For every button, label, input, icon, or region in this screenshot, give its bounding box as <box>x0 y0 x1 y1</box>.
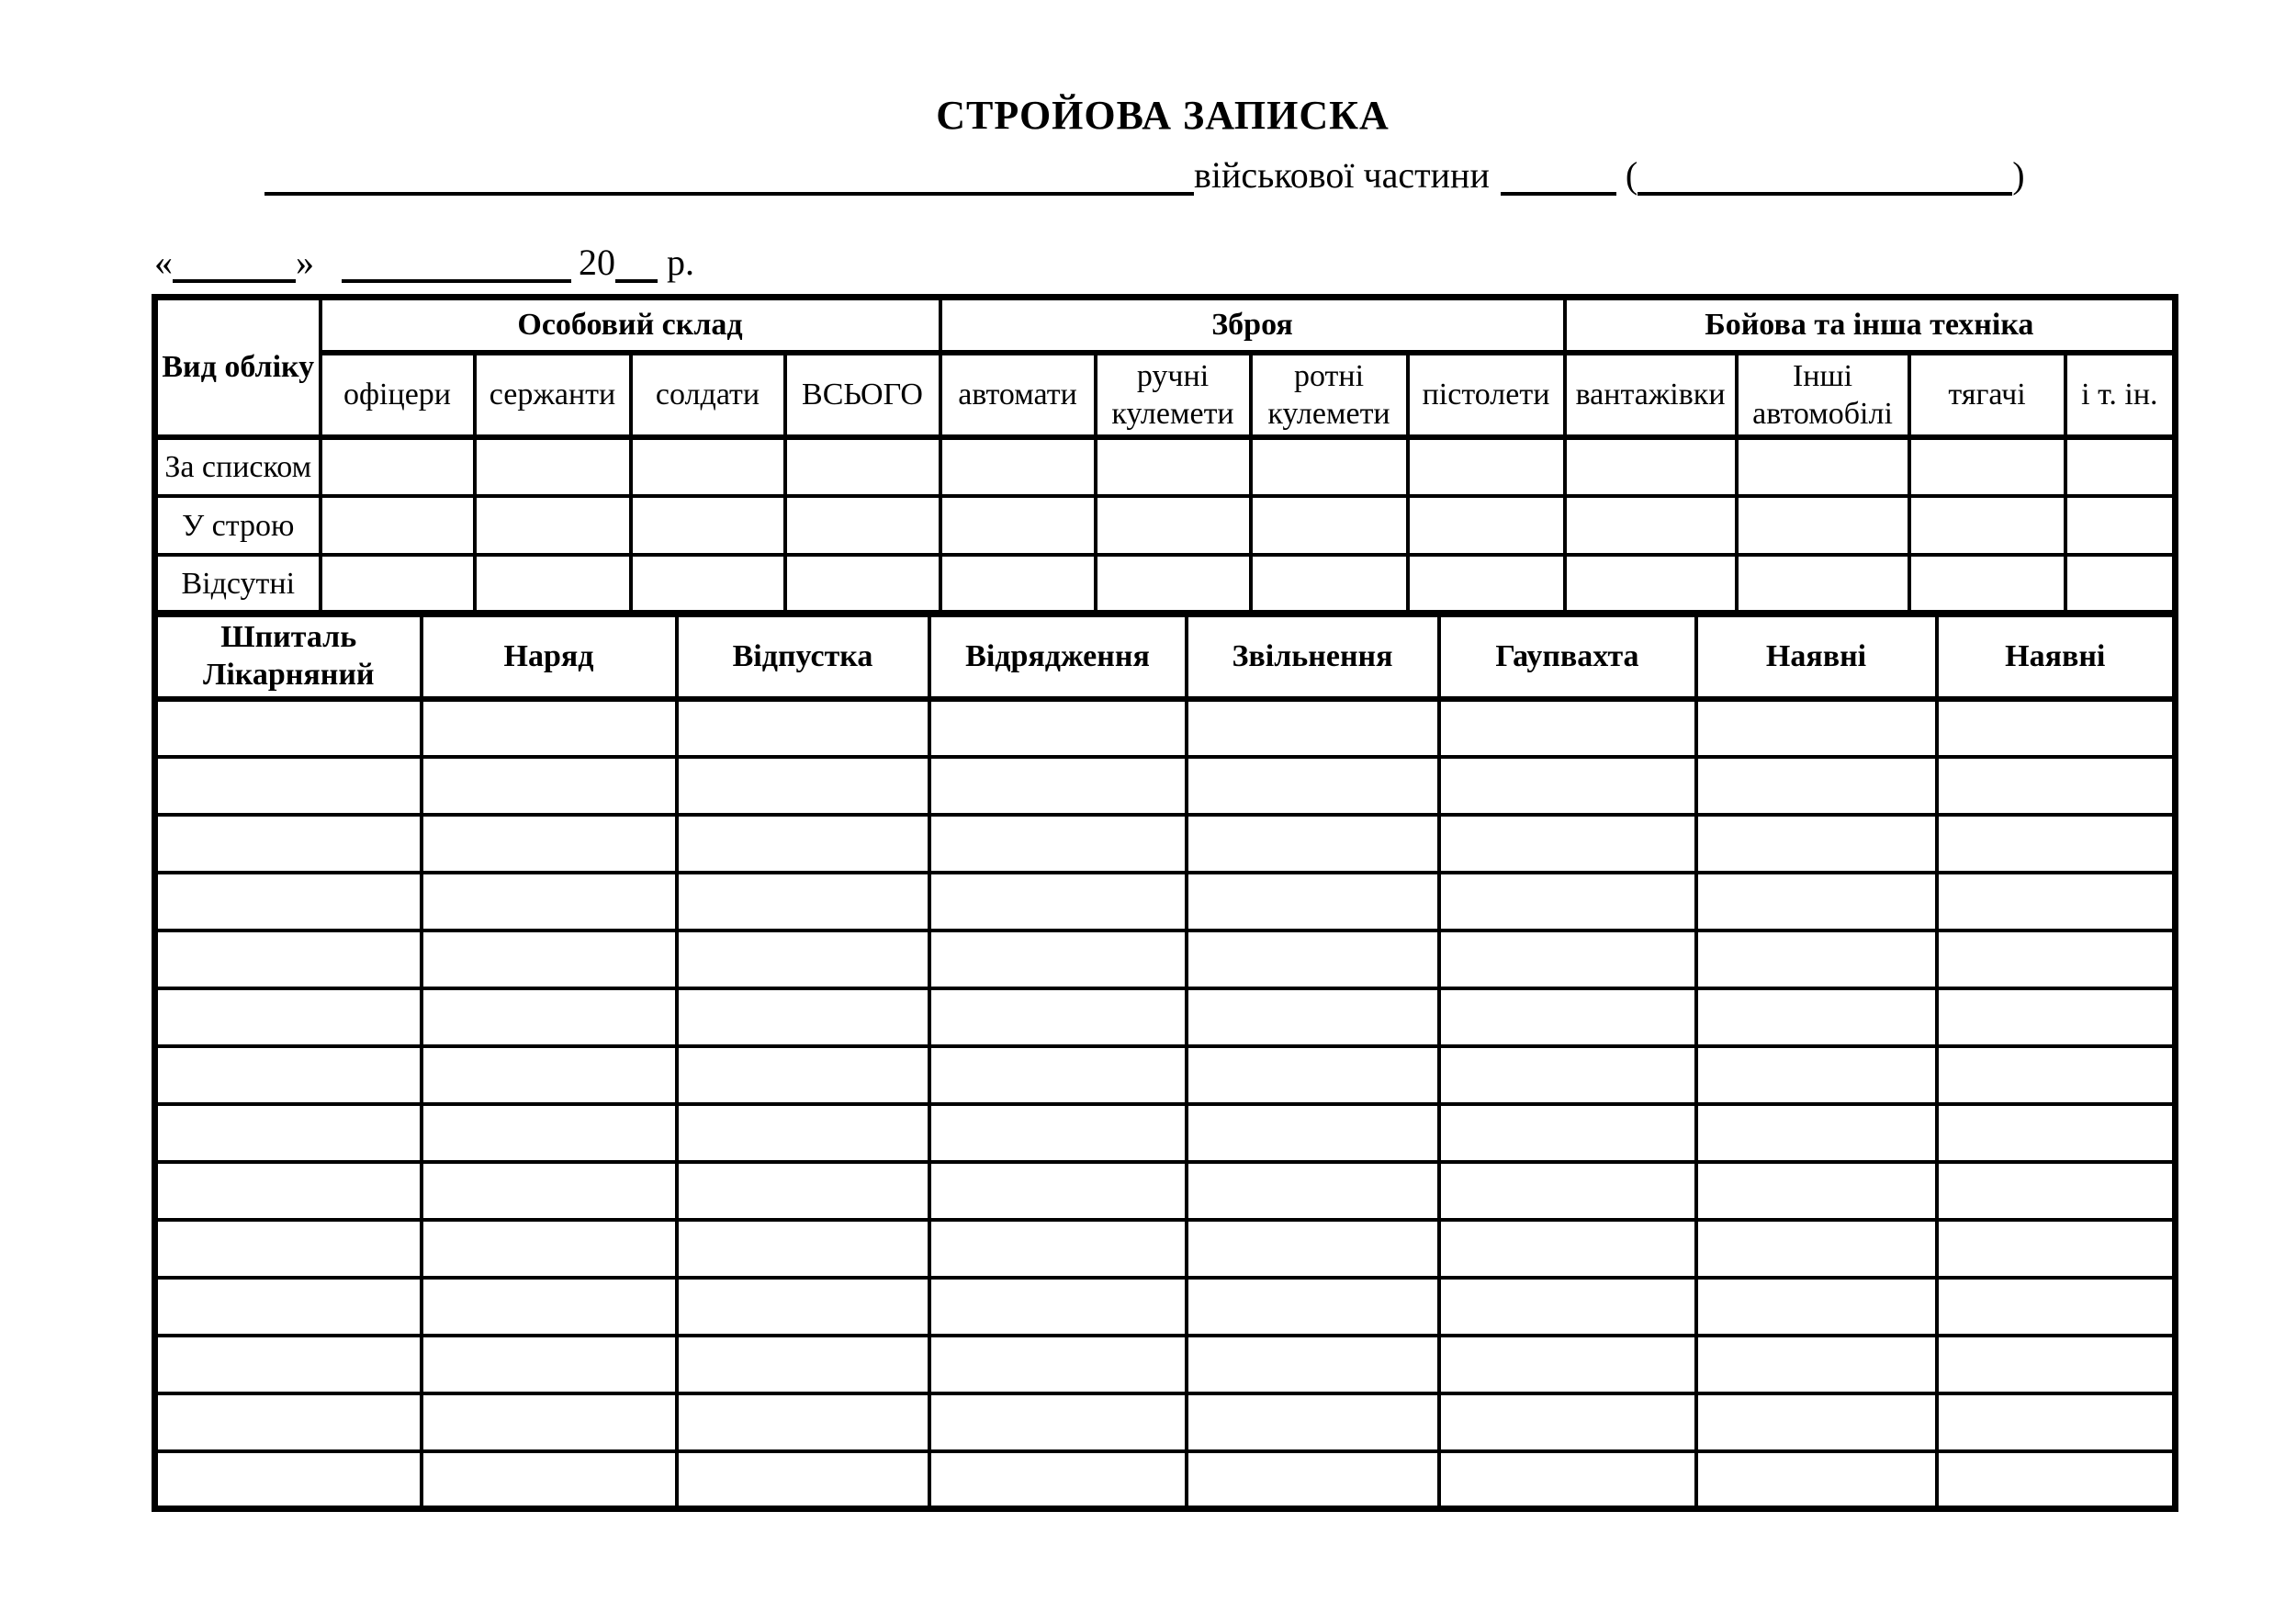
column-header-officers: офіцери <box>321 353 475 438</box>
detail-row <box>155 815 2176 873</box>
summary-empty-cell <box>631 555 785 614</box>
detail-empty-cell <box>1187 699 1439 757</box>
close-quote: » <box>296 242 314 283</box>
detail-empty-cell <box>1187 1451 1439 1509</box>
detail-empty-cell <box>929 1046 1187 1104</box>
detail-empty-cell <box>1187 873 1439 930</box>
column-header-etc: і т. ін. <box>2065 353 2176 438</box>
detail-empty-cell <box>1696 757 1937 815</box>
detail-empty-cell <box>155 1393 422 1451</box>
detail-empty-cell <box>1187 988 1439 1046</box>
detail-empty-cell <box>1439 1278 1696 1336</box>
detail-empty-cell <box>929 1336 1187 1393</box>
detail-row <box>155 1104 2176 1162</box>
detail-empty-cell <box>677 815 929 873</box>
detail-empty-cell <box>1187 1220 1439 1278</box>
detail-empty-cell <box>1439 1104 1696 1162</box>
detail-empty-cell <box>422 1278 677 1336</box>
detail-empty-cell <box>1439 1451 1696 1509</box>
column-header-tractors: тягачі <box>1909 353 2065 438</box>
detail-empty-cell <box>677 1220 929 1278</box>
detail-header-row <box>155 614 2176 699</box>
detail-empty-cell <box>1439 873 1696 930</box>
summary-row <box>155 496 2176 555</box>
detail-empty-cell <box>1439 699 1696 757</box>
detail-row <box>155 1162 2176 1220</box>
detail-empty-cell <box>1937 757 2176 815</box>
date-line <box>154 244 694 283</box>
detail-empty-cell <box>1439 1220 1696 1278</box>
column-header-light-mg: ручні кулемети <box>1096 353 1251 438</box>
summary-sub-header-row <box>155 353 2176 438</box>
detail-empty-cell <box>422 873 677 930</box>
detail-row <box>155 873 2176 930</box>
summary-empty-cell <box>2065 437 2176 496</box>
detail-empty-cell <box>155 930 422 988</box>
column-header-present-2: Наявні <box>1937 614 2176 699</box>
year-blank-line <box>615 279 658 283</box>
group-header-personnel: Особовий склад <box>321 298 940 353</box>
open-paren: ( <box>1625 154 1638 196</box>
detail-empty-cell <box>422 1220 677 1278</box>
summary-row <box>155 555 2176 614</box>
detail-empty-cell <box>677 1451 929 1509</box>
detail-empty-cell <box>929 815 1187 873</box>
summary-empty-cell <box>1408 437 1565 496</box>
summary-empty-cell <box>1909 496 2065 555</box>
summary-empty-cell <box>321 496 475 555</box>
detail-empty-cell <box>1187 930 1439 988</box>
summary-empty-cell <box>785 437 940 496</box>
detail-empty-cell <box>1439 1393 1696 1451</box>
detail-empty-cell <box>677 988 929 1046</box>
detail-empty-cell <box>677 1162 929 1220</box>
detail-table <box>152 610 2178 1512</box>
summary-empty-cell <box>1737 496 1909 555</box>
month-blank-line <box>342 279 571 283</box>
column-header-present-1: Наявні <box>1696 614 1937 699</box>
detail-empty-cell <box>1937 815 2176 873</box>
detail-empty-cell <box>1696 1046 1937 1104</box>
summary-empty-cell <box>1565 496 1737 555</box>
column-header-total: ВСЬОГО <box>785 353 940 438</box>
summary-empty-cell <box>1565 555 1737 614</box>
detail-empty-cell <box>1696 1393 1937 1451</box>
summary-empty-cell <box>631 437 785 496</box>
detail-empty-cell <box>1937 988 2176 1046</box>
detail-empty-cell <box>1937 1162 2176 1220</box>
paren-blank-line <box>1638 192 2012 196</box>
detail-empty-cell <box>1187 1336 1439 1393</box>
detail-empty-cell <box>929 988 1187 1046</box>
summary-empty-cell <box>1565 437 1737 496</box>
detail-empty-cell <box>422 1046 677 1104</box>
detail-empty-cell <box>422 1104 677 1162</box>
detail-empty-cell <box>1696 1162 1937 1220</box>
detail-empty-cell <box>1439 988 1696 1046</box>
detail-empty-cell <box>1937 699 2176 757</box>
detail-empty-cell <box>155 1451 422 1509</box>
detail-empty-cell <box>1696 815 1937 873</box>
summary-row-label: Відсутні <box>155 555 321 614</box>
summary-corner-label: Вид обліку <box>155 298 321 438</box>
detail-empty-cell <box>929 1220 1187 1278</box>
summary-empty-cell <box>2065 555 2176 614</box>
summary-table <box>152 294 2178 617</box>
detail-empty-cell <box>155 988 422 1046</box>
summary-empty-cell <box>1251 496 1408 555</box>
column-header-mission: Відрядження <box>929 614 1187 699</box>
detail-empty-cell <box>929 1104 1187 1162</box>
summary-empty-cell <box>1096 496 1251 555</box>
detail-empty-cell <box>677 930 929 988</box>
summary-empty-cell <box>1096 555 1251 614</box>
detail-empty-cell <box>1696 1278 1937 1336</box>
detail-row <box>155 930 2176 988</box>
summary-empty-cell <box>785 555 940 614</box>
summary-empty-cell <box>2065 496 2176 555</box>
detail-empty-cell <box>422 1451 677 1509</box>
detail-empty-cell <box>422 930 677 988</box>
detail-empty-cell <box>422 1336 677 1393</box>
detail-empty-cell <box>155 815 422 873</box>
year-century: 20 <box>579 242 615 283</box>
detail-empty-cell <box>929 1451 1187 1509</box>
detail-empty-cell <box>1937 1046 2176 1104</box>
summary-row <box>155 437 2176 496</box>
unit-name-blank-line <box>264 192 1194 196</box>
summary-row-label: У строю <box>155 496 321 555</box>
summary-empty-cell <box>1737 555 1909 614</box>
detail-empty-cell <box>1937 1220 2176 1278</box>
detail-empty-cell <box>1937 873 2176 930</box>
detail-empty-cell <box>155 1278 422 1336</box>
detail-empty-cell <box>1696 930 1937 988</box>
detail-empty-cell <box>155 1220 422 1278</box>
detail-empty-cell <box>155 1104 422 1162</box>
column-header-soldiers: солдати <box>631 353 785 438</box>
summary-empty-cell <box>1408 555 1565 614</box>
day-blank-line <box>173 279 296 283</box>
column-header-other-cars: Інші автомобілі <box>1737 353 1909 438</box>
summary-empty-cell <box>475 555 631 614</box>
detail-empty-cell <box>677 757 929 815</box>
detail-empty-cell <box>1937 1278 2176 1336</box>
close-paren: ) <box>2012 154 2025 196</box>
detail-empty-cell <box>1187 1278 1439 1336</box>
summary-empty-cell <box>940 496 1096 555</box>
unit-number-blank-line <box>1501 192 1616 196</box>
column-header-rifles: автомати <box>940 353 1096 438</box>
summary-row-label: За списком <box>155 437 321 496</box>
detail-empty-cell <box>929 873 1187 930</box>
detail-empty-cell <box>1439 930 1696 988</box>
detail-empty-cell <box>929 757 1187 815</box>
detail-empty-cell <box>1937 930 2176 988</box>
detail-row <box>155 699 2176 757</box>
detail-empty-cell <box>1696 988 1937 1046</box>
column-header-hospital: Шпиталь Лікарняний <box>155 614 422 699</box>
open-quote: « <box>154 242 173 283</box>
detail-empty-cell <box>929 1278 1187 1336</box>
detail-empty-cell <box>929 1393 1187 1451</box>
column-header-dismissal: Звільнення <box>1187 614 1439 699</box>
column-header-pistols: пістолети <box>1408 353 1565 438</box>
column-header-trucks: вантажівки <box>1565 353 1737 438</box>
detail-empty-cell <box>1439 1046 1696 1104</box>
detail-empty-cell <box>422 815 677 873</box>
detail-empty-cell <box>422 757 677 815</box>
detail-row <box>155 1220 2176 1278</box>
summary-data-rows <box>155 437 2176 614</box>
detail-empty-cell <box>1696 1336 1937 1393</box>
detail-empty-cell <box>422 699 677 757</box>
summary-empty-cell <box>1408 496 1565 555</box>
detail-empty-cell <box>929 699 1187 757</box>
detail-empty-cell <box>1439 757 1696 815</box>
detail-empty-cell <box>1439 815 1696 873</box>
detail-empty-cell <box>155 873 422 930</box>
detail-row <box>155 757 2176 815</box>
detail-empty-cell <box>929 930 1187 988</box>
detail-empty-cell <box>1187 757 1439 815</box>
detail-empty-cell <box>677 1393 929 1451</box>
page-title: СТРОЙОВА ЗАПИСКА <box>936 93 1390 138</box>
detail-empty-cell <box>422 1393 677 1451</box>
detail-empty-cell <box>1696 1451 1937 1509</box>
detail-row <box>155 1046 2176 1104</box>
detail-row <box>155 1336 2176 1393</box>
detail-empty-cell <box>677 873 929 930</box>
detail-empty-cell <box>1937 1104 2176 1162</box>
detail-empty-cell <box>677 1278 929 1336</box>
unit-line <box>264 154 2025 196</box>
detail-empty-cell <box>422 988 677 1046</box>
column-header-company-mg: ротні кулемети <box>1251 353 1408 438</box>
detail-empty-cell <box>1187 1393 1439 1451</box>
detail-empty-cell <box>929 1162 1187 1220</box>
detail-empty-cell <box>677 699 929 757</box>
summary-empty-cell <box>1251 437 1408 496</box>
detail-empty-cell <box>155 1162 422 1220</box>
detail-row <box>155 1278 2176 1336</box>
detail-empty-cell <box>1696 1104 1937 1162</box>
detail-empty-cell <box>1696 1220 1937 1278</box>
detail-row <box>155 1451 2176 1509</box>
detail-empty-cell <box>1439 1336 1696 1393</box>
summary-empty-cell <box>785 496 940 555</box>
year-suffix: р. <box>667 242 694 283</box>
detail-empty-cell <box>1187 1046 1439 1104</box>
detail-empty-cell <box>677 1336 929 1393</box>
unit-line-label: військової частини <box>1194 154 1490 196</box>
detail-empty-cell <box>155 757 422 815</box>
group-header-vehicles: Бойова та інша техніка <box>1565 298 2176 353</box>
summary-empty-cell <box>940 437 1096 496</box>
column-header-guardhouse: Гаупвахта <box>1439 614 1696 699</box>
column-header-duty: Наряд <box>422 614 677 699</box>
detail-row <box>155 1393 2176 1451</box>
summary-empty-cell <box>1251 555 1408 614</box>
detail-empty-cell <box>422 1162 677 1220</box>
detail-empty-cell <box>1187 815 1439 873</box>
detail-empty-cell <box>1937 1393 2176 1451</box>
summary-empty-cell <box>475 496 631 555</box>
summary-empty-cell <box>1737 437 1909 496</box>
detail-empty-cell <box>1937 1336 2176 1393</box>
detail-row <box>155 988 2176 1046</box>
detail-empty-cell <box>1937 1451 2176 1509</box>
column-header-leave: Відпустка <box>677 614 929 699</box>
summary-empty-cell <box>475 437 631 496</box>
detail-empty-cell <box>155 1336 422 1393</box>
summary-empty-cell <box>321 437 475 496</box>
detail-empty-cell <box>677 1046 929 1104</box>
column-header-sergeants: сержанти <box>475 353 631 438</box>
summary-empty-cell <box>1909 555 2065 614</box>
detail-empty-cell <box>155 699 422 757</box>
group-header-weapons: Зброя <box>940 298 1565 353</box>
summary-empty-cell <box>321 555 475 614</box>
summary-empty-cell <box>1909 437 2065 496</box>
detail-data-rows <box>155 699 2176 1509</box>
detail-empty-cell <box>1696 873 1937 930</box>
detail-empty-cell <box>1439 1162 1696 1220</box>
summary-empty-cell <box>1096 437 1251 496</box>
detail-empty-cell <box>1187 1104 1439 1162</box>
detail-empty-cell <box>1187 1162 1439 1220</box>
summary-empty-cell <box>940 555 1096 614</box>
detail-empty-cell <box>1696 699 1937 757</box>
summary-empty-cell <box>631 496 785 555</box>
summary-group-header-row <box>155 298 2176 353</box>
detail-empty-cell <box>155 1046 422 1104</box>
detail-empty-cell <box>677 1104 929 1162</box>
